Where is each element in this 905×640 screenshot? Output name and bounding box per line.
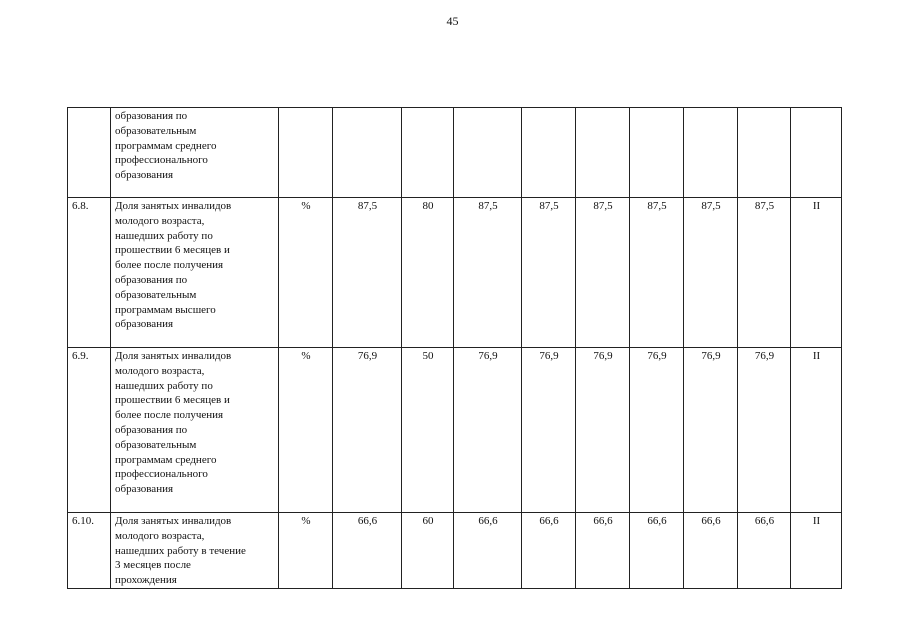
description-line: образования по bbox=[115, 273, 188, 286]
description-line: нашедших работу по bbox=[115, 379, 213, 392]
value-cell bbox=[738, 108, 791, 198]
description-line: образовательным bbox=[115, 288, 197, 301]
table-row bbox=[68, 513, 842, 589]
value-cell bbox=[684, 108, 738, 198]
table-row bbox=[68, 348, 842, 513]
table-row bbox=[68, 198, 842, 348]
description-line: образования bbox=[115, 169, 174, 182]
description-line: образовательным bbox=[115, 438, 197, 451]
unit-cell: % bbox=[279, 198, 333, 348]
description-line: нашедших работу в течение bbox=[115, 544, 246, 557]
indicator-description bbox=[111, 198, 279, 348]
class-cell: II bbox=[791, 198, 842, 348]
description-line: образования по bbox=[115, 423, 188, 436]
value-cell: 87,5 bbox=[576, 198, 630, 348]
row-number bbox=[68, 108, 111, 198]
unit-cell: % bbox=[279, 513, 333, 589]
description-line: 3 месяцев после bbox=[115, 559, 191, 572]
value-cell: 66,6 bbox=[454, 513, 522, 589]
description-line: Доля занятых инвалидов bbox=[115, 515, 232, 527]
value-cell: 50 bbox=[402, 348, 454, 513]
value-cell: 87,5 bbox=[738, 198, 791, 348]
value-cell: 76,9 bbox=[522, 348, 576, 513]
description-line: профессионального bbox=[115, 468, 208, 481]
description-line: прошествии 6 месяцев и bbox=[115, 394, 230, 407]
description-line: более после получения bbox=[115, 409, 224, 422]
class-cell: II bbox=[791, 348, 842, 513]
value-cell: 87,5 bbox=[333, 198, 402, 348]
value-cell: 76,9 bbox=[576, 348, 630, 513]
description-line: программам среднего bbox=[115, 139, 217, 152]
value-cell: 76,9 bbox=[738, 348, 791, 513]
description-line: профессионального bbox=[115, 154, 208, 167]
description-line: образования по bbox=[115, 110, 188, 122]
unit-cell: % bbox=[279, 348, 333, 513]
value-cell: 87,5 bbox=[522, 198, 576, 348]
row-number: 6.9. bbox=[68, 348, 111, 513]
description-line: Доля занятых инвалидов bbox=[115, 200, 232, 212]
value-cell bbox=[576, 108, 630, 198]
value-cell bbox=[402, 108, 454, 198]
value-cell: 87,5 bbox=[684, 198, 738, 348]
description-line: молодого возраста, bbox=[115, 214, 205, 227]
description-line: программам высшего bbox=[115, 303, 216, 316]
row-number: 6.8. bbox=[68, 198, 111, 348]
description-line: молодого возраста, bbox=[115, 364, 205, 377]
description-line: образования bbox=[115, 483, 174, 496]
description-line: прохождения bbox=[115, 574, 177, 587]
value-cell: 76,9 bbox=[333, 348, 402, 513]
value-cell: 66,6 bbox=[684, 513, 738, 589]
class-cell bbox=[791, 108, 842, 198]
description-line: образовательным bbox=[115, 124, 197, 137]
value-cell: 60 bbox=[402, 513, 454, 589]
page-number: 45 bbox=[446, 14, 459, 28]
indicator-description bbox=[111, 513, 279, 589]
value-cell: 66,6 bbox=[333, 513, 402, 589]
value-cell: 76,9 bbox=[630, 348, 684, 513]
indicator-description bbox=[111, 348, 279, 513]
description-line: образования bbox=[115, 318, 174, 331]
description-line: программам среднего bbox=[115, 453, 217, 466]
row-number: 6.10. bbox=[68, 513, 111, 589]
value-cell bbox=[333, 108, 402, 198]
description-line: прошествии 6 месяцев и bbox=[115, 244, 230, 257]
value-cell: 66,6 bbox=[630, 513, 684, 589]
indicator-description bbox=[111, 108, 279, 198]
value-cell: 76,9 bbox=[684, 348, 738, 513]
description-line: молодого возраста, bbox=[115, 529, 205, 542]
unit-cell bbox=[279, 108, 333, 198]
value-cell bbox=[454, 108, 522, 198]
value-cell: 87,5 bbox=[454, 198, 522, 348]
table-row bbox=[68, 108, 842, 198]
value-cell bbox=[522, 108, 576, 198]
value-cell bbox=[630, 108, 684, 198]
value-cell: 76,9 bbox=[454, 348, 522, 513]
description-line: более после получения bbox=[115, 259, 224, 272]
value-cell: 66,6 bbox=[576, 513, 630, 589]
value-cell: 66,6 bbox=[738, 513, 791, 589]
description-line: нашедших работу по bbox=[115, 229, 213, 242]
indicators-table bbox=[67, 107, 842, 589]
description-line: Доля занятых инвалидов bbox=[115, 350, 232, 362]
class-cell: II bbox=[791, 513, 842, 589]
value-cell: 80 bbox=[402, 198, 454, 348]
value-cell: 66,6 bbox=[522, 513, 576, 589]
value-cell: 87,5 bbox=[630, 198, 684, 348]
